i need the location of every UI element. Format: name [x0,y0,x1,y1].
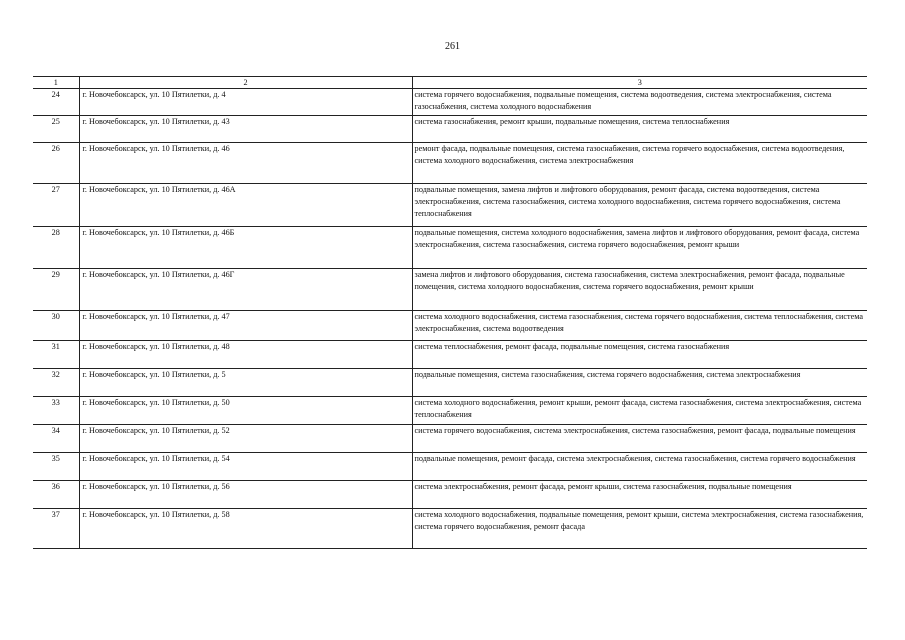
row-address: г. Новочебоксарск, ул. 10 Пятилетки, д. 46Б [79,227,412,269]
table-row [33,397,867,425]
row-address: г. Новочебоксарск, ул. 10 Пятилетки, д. 4 [79,89,412,116]
row-address: г. Новочебоксарск, ул. 10 Пятилетки, д. 54 [79,453,412,481]
table-row [33,143,867,184]
row-number: 24 [33,89,79,116]
table-row [33,311,867,341]
row-works: подвальные помещения, система газоснабжения, система горячего водоснабжения, система электроснабжения [412,369,867,397]
works-table [33,76,867,549]
row-number: 26 [33,143,79,184]
table-row [33,369,867,397]
row-works: система газоснабжения, ремонт крыши, подвальные помещения, система теплоснабжения [412,116,867,143]
row-address: г. Новочебоксарск, ул. 10 Пятилетки, д. 50 [79,397,412,425]
row-works: система горячего водоснабжения, подвальные помещения, система водоотведения, система электроснабжения, система газоснабжения, система холодного водоснабжения [412,89,867,116]
row-number: 37 [33,509,79,549]
row-works: система горячего водоснабжения, система электроснабжения, система газоснабжения, ремонт фасада, подвальные помещения [412,425,867,453]
table-row [33,341,867,369]
row-address: г. Новочебоксарск, ул. 10 Пятилетки, д. 46 [79,143,412,184]
table-row [33,481,867,509]
row-works: подвальные помещения, ремонт фасада, система электроснабжения, система газоснабжения, система горячего водоснабжения [412,453,867,481]
table-row [33,89,867,116]
table-row [33,227,867,269]
table-row [33,184,867,227]
row-number: 35 [33,453,79,481]
row-number: 28 [33,227,79,269]
row-works: система холодного водоснабжения, система газоснабжения, система горячего водоснабжения, система теплоснабжения, система электроснабжения, система водоотведения [412,311,867,341]
row-works: ремонт фасада, подвальные помещения, система газоснабжения, система горячего водоснабжения, система водоотведения, система холодного водоснабжения, система электроснабжения [412,143,867,184]
row-address: г. Новочебоксарск, ул. 10 Пятилетки, д. 56 [79,481,412,509]
header-row [33,77,867,89]
table-row [33,509,867,549]
row-works: система холодного водоснабжения, ремонт крыши, ремонт фасада, система газоснабжения, система электроснабжения, система теплоснабжения [412,397,867,425]
row-works: система холодного водоснабжения, подвальные помещения, ремонт крыши, система электроснабжения, система газоснабжения, система горячего водоснабжения, ремонт фасада [412,509,867,549]
row-number: 31 [33,341,79,369]
row-number: 27 [33,184,79,227]
table-body [33,89,867,549]
column-header-1: 1 [33,77,79,89]
row-works: подвальные помещения, замена лифтов и лифтового оборудования, ремонт фасада, система водоотведения, система электроснабжения, система газоснабжения, система холодного водоснабжения, система горячего водоснабжения, система теплоснабжения [412,184,867,227]
row-address: г. Новочебоксарск, ул. 10 Пятилетки, д. 47 [79,311,412,341]
row-address: г. Новочебоксарск, ул. 10 Пятилетки, д. 46А [79,184,412,227]
row-address: г. Новочебоксарск, ул. 10 Пятилетки, д. 5 [79,369,412,397]
row-number: 34 [33,425,79,453]
table-header [33,77,867,89]
row-address: г. Новочебоксарск, ул. 10 Пятилетки, д. 46Г [79,269,412,311]
row-works: замена лифтов и лифтового оборудования, система газоснабжения, система электроснабжения, ремонт фасада, подвальные помещения, система холодного водоснабжения, система горячего водоснабжения, ремонт крыши [412,269,867,311]
column-header-3: 3 [412,77,867,89]
column-header-2: 2 [79,77,412,89]
table-row [33,269,867,311]
row-number: 36 [33,481,79,509]
row-number: 30 [33,311,79,341]
row-works: система теплоснабжения, ремонт фасада, подвальные помещения, система газоснабжения [412,341,867,369]
table-row [33,425,867,453]
row-works: система электроснабжения, ремонт фасада, ремонт крыши, система газоснабжения, подвальные помещения [412,481,867,509]
page-number: 261 [445,41,460,52]
row-works: подвальные помещения, система холодного водоснабжения, замена лифтов и лифтового оборудования, ремонт фасада, система электроснабжения, система газоснабжения, система горячего водоснабжения, ремонт крыши [412,227,867,269]
row-address: г. Новочебоксарск, ул. 10 Пятилетки, д. 43 [79,116,412,143]
row-number: 32 [33,369,79,397]
table-row [33,116,867,143]
row-number: 29 [33,269,79,311]
table-row [33,453,867,481]
row-address: г. Новочебоксарск, ул. 10 Пятилетки, д. 58 [79,509,412,549]
row-number: 25 [33,116,79,143]
row-address: г. Новочебоксарск, ул. 10 Пятилетки, д. 52 [79,425,412,453]
row-address: г. Новочебоксарск, ул. 10 Пятилетки, д. 48 [79,341,412,369]
row-number: 33 [33,397,79,425]
